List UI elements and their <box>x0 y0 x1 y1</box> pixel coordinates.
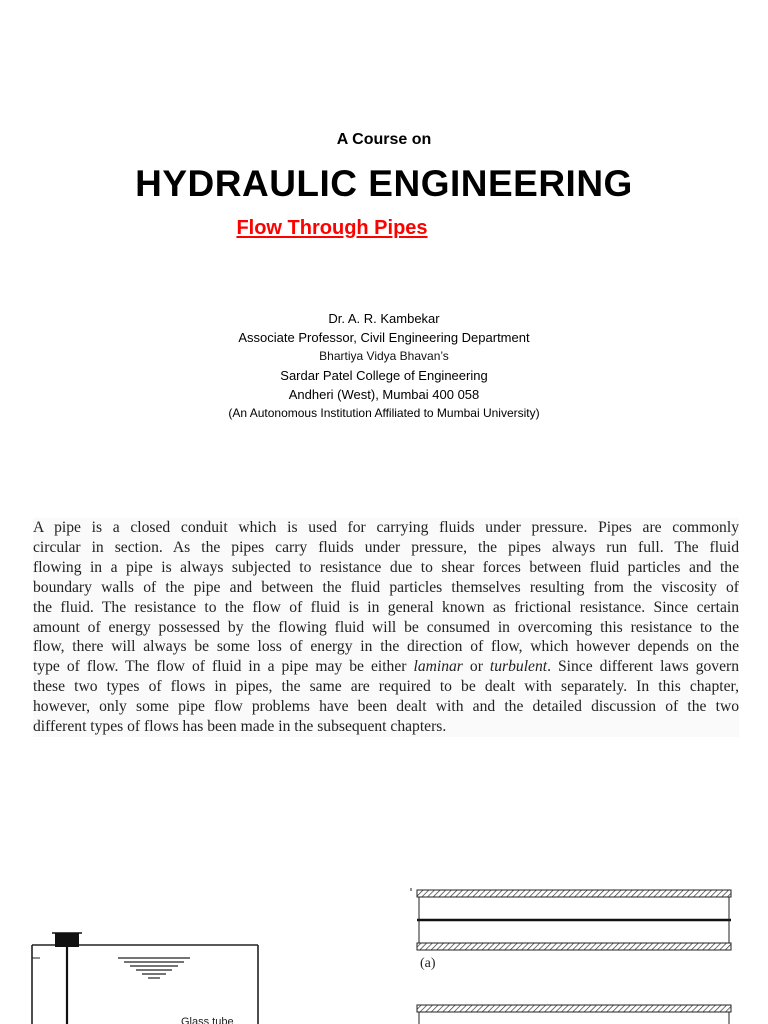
page-subtitle: Flow Through Pipes <box>236 217 428 239</box>
paragraph-line: different types of flows has been made in the subsequent chapters. <box>33 718 447 736</box>
paragraph-text: or <box>462 658 490 676</box>
glass-tube-label: Glass tube <box>181 1016 234 1024</box>
paragraph-line: these two types of flows in pipes, the same are required to be dealt with separately. In this chapter, <box>33 678 739 696</box>
college-address: Andheri (West), Mumbai 400 058 <box>288 387 480 402</box>
tank-drawing <box>28 925 268 1024</box>
tank-figure <box>28 925 268 1024</box>
figure-label-a: (a) <box>420 956 436 971</box>
author-position: Associate Professor, Civil Engineering Department <box>238 330 530 345</box>
paragraph-line: the fluid. The resistance to the flow of fluid is in general known as frictional resistance. Since certain <box>33 598 739 616</box>
paragraph-line: boundary walls of the pipe and between the fluid particles themselves resulting from the viscosity of <box>33 578 739 596</box>
term-laminar: laminar <box>413 658 463 676</box>
paragraph-line-flow-types <box>33 657 739 677</box>
pipe-sections-figure <box>405 885 735 1024</box>
paragraph-text: . Since different laws govern <box>547 658 739 676</box>
paragraph-line: flowing in a pipe is always subjected to resistance due to shear forces between fluid particles and the <box>33 558 739 576</box>
course-label: A Course on <box>336 131 432 148</box>
term-turbulent: turbulent <box>489 658 548 676</box>
college-name: Sardar Patel College of Engineering <box>280 368 488 383</box>
college-parent: Bhartiya Vidya Bhavan’s <box>319 349 449 363</box>
paragraph-line: however, only some pipe flow problems have been dealt with and the detailed discussion of the two <box>33 698 739 716</box>
paragraph-text: type of flow. The flow of fluid in a pipe may be either <box>33 658 414 676</box>
pipe-drawing <box>405 885 735 1024</box>
author-name: Dr. A. R. Kambekar <box>328 311 440 326</box>
paragraph-line: amount of energy possessed by the flowing fluid will be consumed in overcoming this resistance to the <box>33 618 739 636</box>
page-title: HYDRAULIC ENGINEERING <box>135 163 633 204</box>
paragraph-line: A pipe is a closed conduit which is used for carrying fluids under pressure. Pipes are commonly <box>33 519 739 536</box>
intro-paragraph <box>33 518 739 737</box>
paragraph-line: circular in section. As the pipes carry fluids under pressure, the pipes always run full. The fluid <box>33 538 739 556</box>
college-affiliation: (An Autonomous Institution Affiliated to Mumbai University) <box>228 406 540 420</box>
paragraph-line: flow, there will always be some loss of energy in the direction of flow, which however depends on the <box>33 638 739 656</box>
